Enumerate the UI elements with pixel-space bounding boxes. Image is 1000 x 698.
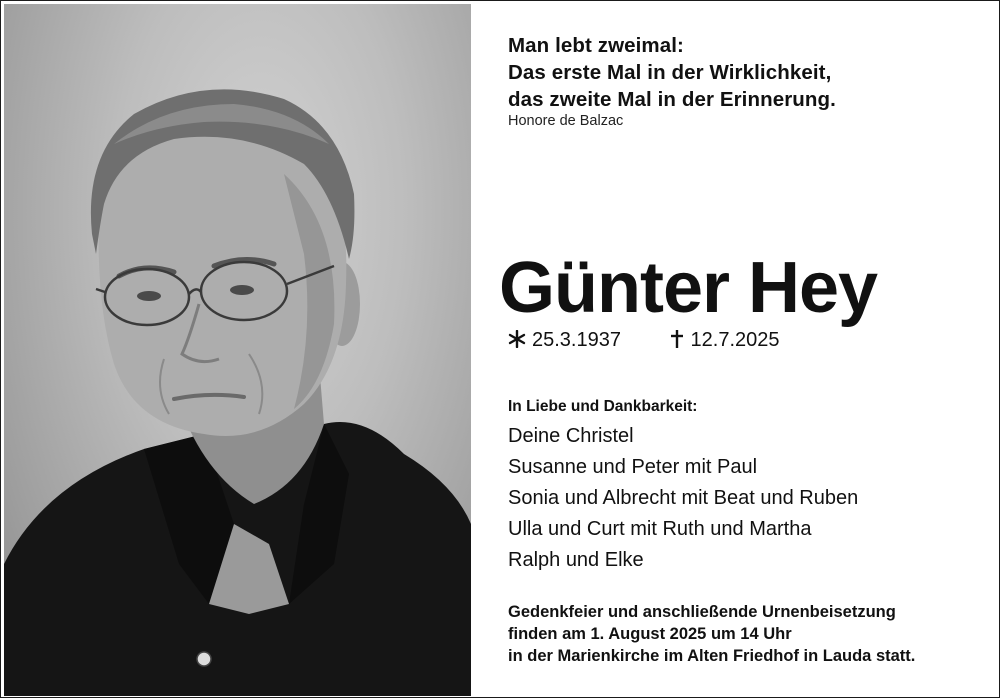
deceased-name: Günter Hey bbox=[499, 248, 878, 328]
mourners-heading: In Liebe und Dankbarkeit: bbox=[508, 398, 698, 415]
quote-line-3: das zweite Mal in der Erinnerung. bbox=[508, 88, 836, 111]
ceremony-line-1: Gedenkfeier und anschließende Urnenbeisetzung bbox=[508, 603, 896, 621]
mourner-name: Ulla und Curt mit Ruth und Martha bbox=[508, 518, 812, 540]
mourner-name: Susanne und Peter mit Paul bbox=[508, 456, 758, 478]
ceremony-line-3: in der Marienkirche im Alten Friedhof in Lauda statt. bbox=[508, 647, 916, 665]
asterisk-birth-icon bbox=[508, 330, 526, 348]
quote-line-1: Man lebt zweimal: bbox=[508, 34, 684, 57]
life-dates bbox=[508, 329, 780, 352]
mourner-name: Sonia und Albrecht mit Beat und Ruben bbox=[508, 487, 859, 509]
quote-line-2: Das erste Mal in der Wirklichkeit, bbox=[508, 61, 832, 84]
mourner-name: Deine Christel bbox=[508, 425, 634, 447]
death-date: 12.7.2025 bbox=[690, 329, 780, 352]
mourner-name: Ralph und Elke bbox=[508, 549, 644, 571]
birth-date: 25.3.1937 bbox=[532, 329, 621, 352]
cross-death-icon bbox=[669, 329, 685, 349]
ceremony-line-2: finden am 1. August 2025 um 14 Uhr bbox=[508, 625, 792, 643]
portrait-photo bbox=[4, 4, 471, 696]
quote-author: Honore de Balzac bbox=[508, 113, 624, 129]
portrait-illustration bbox=[4, 4, 471, 696]
